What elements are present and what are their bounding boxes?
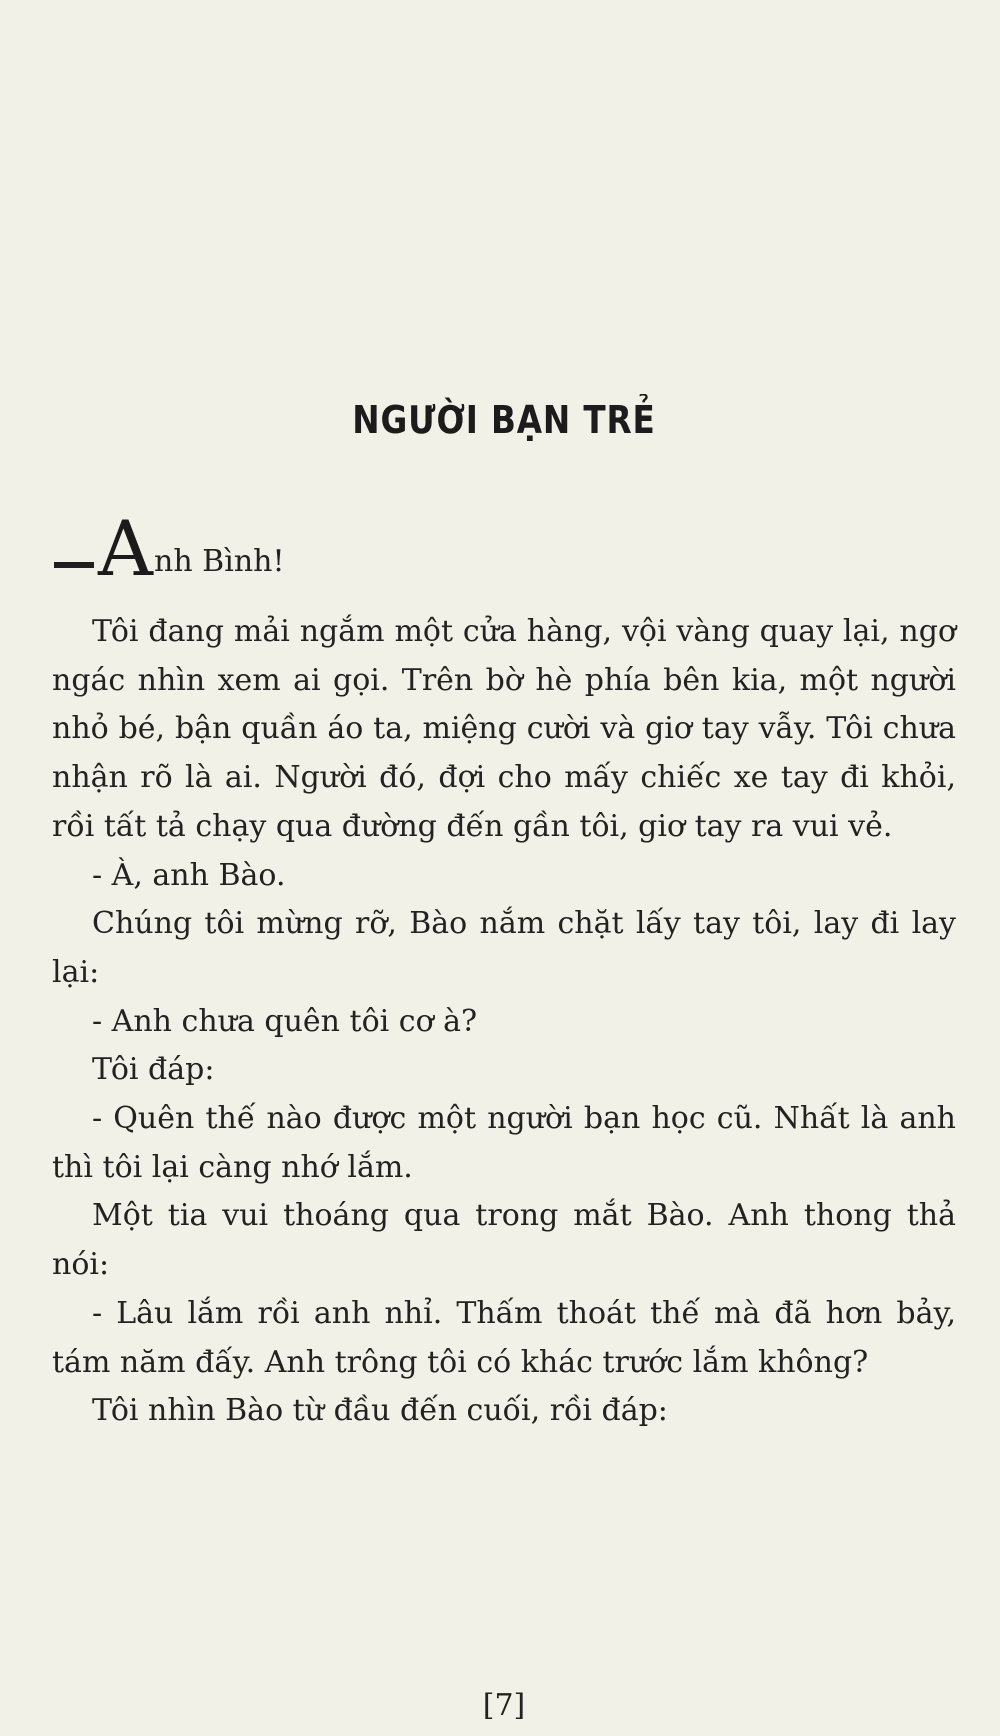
book-page xyxy=(52,0,956,1736)
paragraph: Tôi đang mải ngắm một cửa hàng, vội vàng quay lại, ngơ ngác nhìn xem ai gọi. Trên bờ hè phía bên kia, một người nhỏ bé, bận quần áo ta, miệng cười và giơ tay vẫy. Tôi chưa nhận rõ là ai. Người đó, đợi cho mấy chiếc xe tay đi khỏi, rồi tất tả chạy qua đường đến gần tôi, giơ tay ra vui vẻ. xyxy=(52,614,956,844)
drop-cap: A xyxy=(98,504,153,593)
paragraph: Tôi đáp: xyxy=(92,1052,215,1088)
paragraph: Tôi nhìn Bào từ đầu đến cuối, rồi đáp: xyxy=(92,1393,668,1429)
paragraph: - Quên thế nào được một người bạn học cũ. Nhất là anh thì tôi lại càng nhớ lắm. xyxy=(52,1101,956,1185)
opening-text: nh Bình! xyxy=(154,544,285,579)
opening-dash xyxy=(54,562,94,568)
page-number: [7] xyxy=(482,1688,526,1723)
opening-line xyxy=(52,504,956,593)
paragraph: Một tia vui thoáng qua trong mắt Bào. Anh thong thả nói: xyxy=(52,1198,956,1283)
paragraph: - Lâu lắm rồi anh nhỉ. Thấm thoát thế mà đã hơn bảy, tám năm đấy. Anh trông tôi có khác trước lắm không? xyxy=(52,1295,956,1380)
chapter-title: NGƯỜI BẠN TRẺ xyxy=(352,398,656,442)
paragraph: - Anh chưa quên tôi cơ à? xyxy=(92,1003,478,1039)
paragraph: - À, anh Bào. xyxy=(92,857,286,893)
paragraph: Chúng tôi mừng rỡ, Bào nắm chặt lấy tay tôi, lay đi lay lại: xyxy=(52,906,956,990)
body-text xyxy=(52,608,956,1436)
